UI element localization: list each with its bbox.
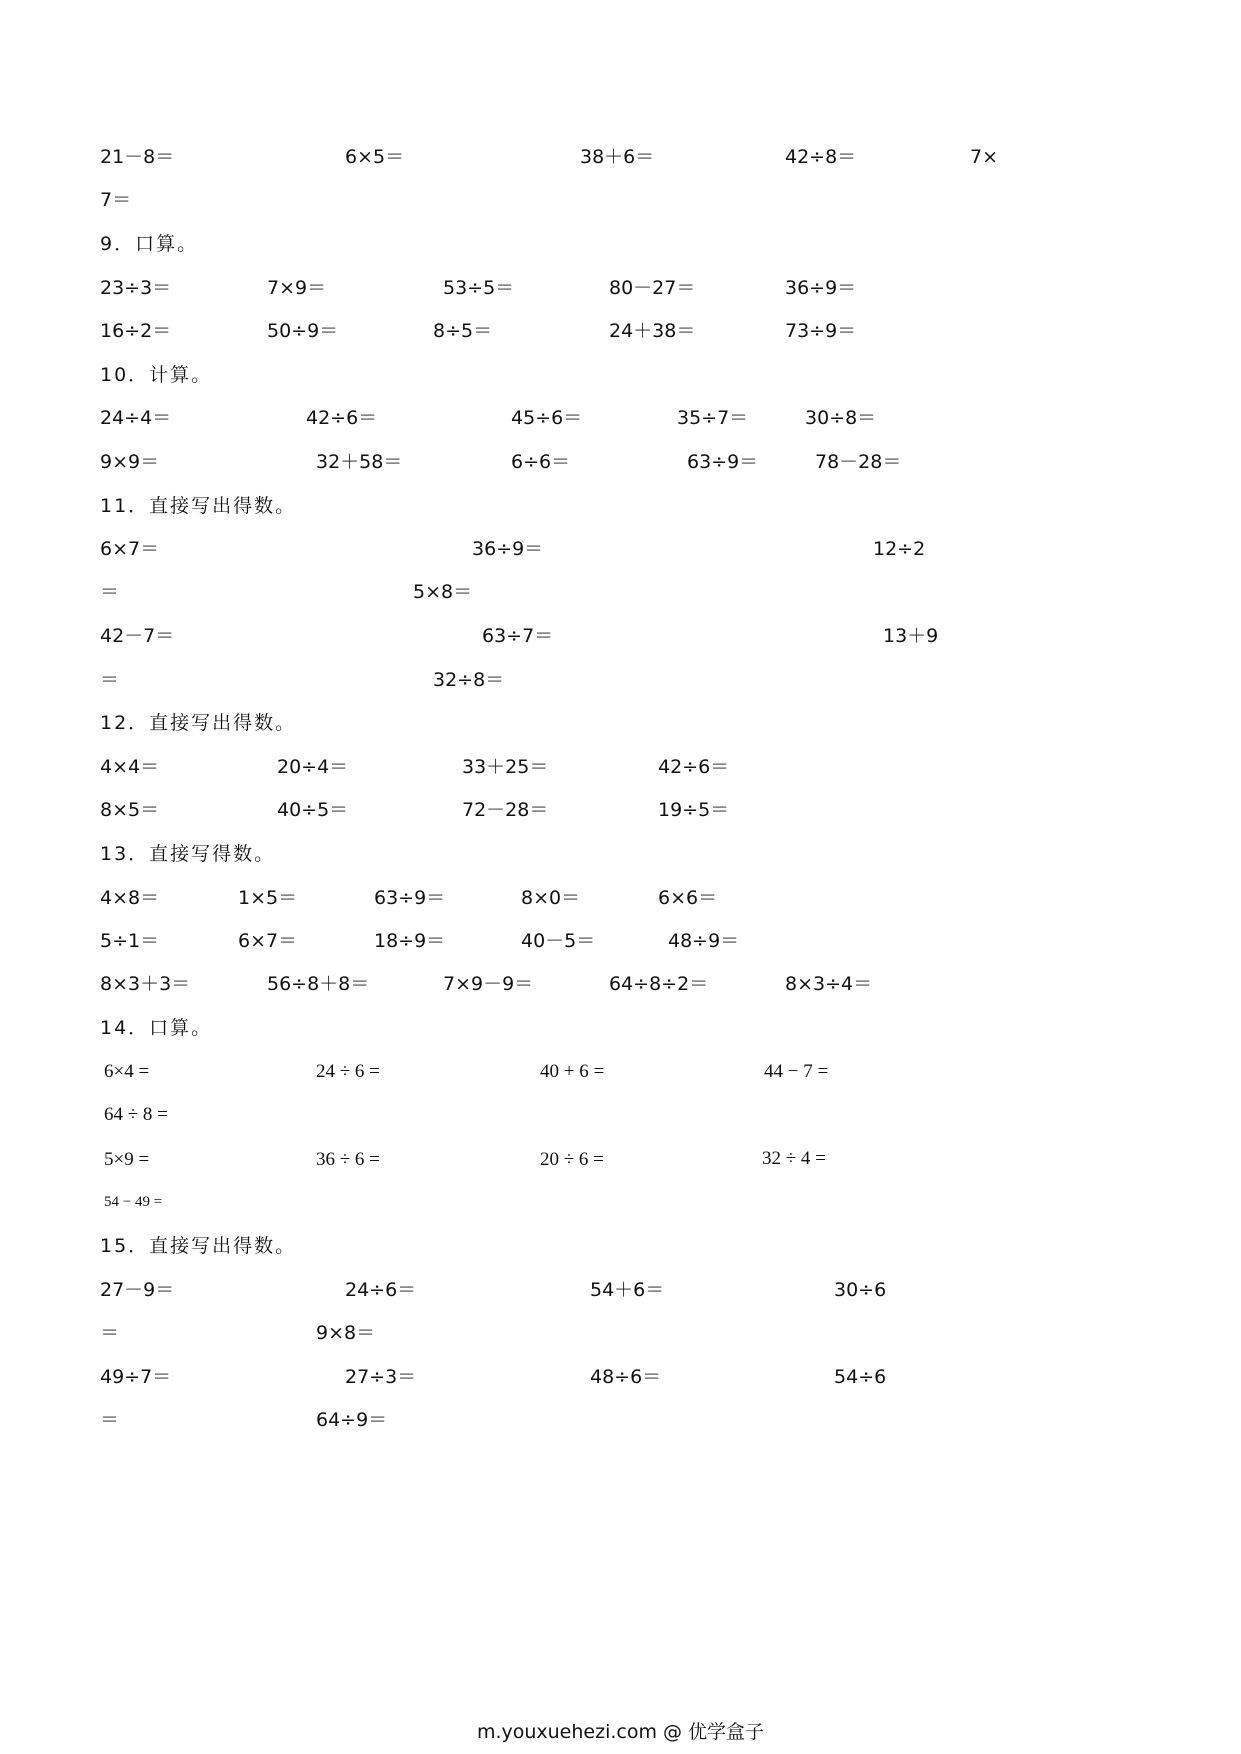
expr: 45÷6＝ — [511, 407, 583, 429]
expr: 35÷7＝ — [677, 407, 749, 429]
expr: 9×9＝ — [100, 451, 160, 473]
expr: 36 ÷ 6 = — [316, 1149, 380, 1170]
question-heading: 11．直接写出得数。 — [100, 495, 297, 517]
expr: 49÷7＝ — [100, 1366, 172, 1388]
expr: 24 ÷ 6 = — [316, 1061, 380, 1082]
expr: 64÷9＝ — [316, 1409, 388, 1431]
expr: 20 ÷ 6 = — [540, 1149, 604, 1170]
expr: 7× — [970, 146, 999, 168]
expr: 63÷7＝ — [482, 625, 554, 647]
expr: 36÷9＝ — [472, 538, 544, 560]
expr: 8÷5＝ — [433, 320, 493, 342]
expr: 6×4 = — [104, 1061, 150, 1082]
expr: ＝ — [100, 1409, 120, 1431]
expr: 36÷9＝ — [785, 277, 857, 299]
expr: 40－5＝ — [521, 930, 596, 952]
expr: 44 − 7 = — [764, 1061, 829, 1082]
expr: 6÷6＝ — [511, 451, 571, 473]
expr: 30÷8＝ — [805, 407, 877, 429]
expr: 72－28＝ — [462, 799, 549, 821]
expr: 42÷6＝ — [658, 756, 730, 778]
expr: 42÷8＝ — [785, 146, 857, 168]
expr: ＝ — [100, 1322, 120, 1344]
expr: 50÷9＝ — [267, 320, 339, 342]
question-heading: 14．口算。 — [100, 1017, 213, 1039]
expr: 24÷4＝ — [100, 407, 172, 429]
expr: 32 ÷ 4 = — [762, 1148, 826, 1169]
expr: 6×7＝ — [238, 930, 298, 952]
expr: 54÷6 — [834, 1366, 887, 1388]
expr: 63÷9＝ — [687, 451, 759, 473]
expr: ＝ — [100, 581, 120, 603]
expr: 8×3＋3＝ — [100, 973, 191, 995]
expr: 33＋25＝ — [462, 756, 549, 778]
expr: 21－8＝ — [100, 146, 175, 168]
question-heading: 10．计算。 — [100, 364, 213, 386]
footer-watermark: m.youxuehezi.com @ 优学盒子 — [476, 1721, 765, 1743]
expr: 53÷5＝ — [443, 277, 515, 299]
expr: 54 − 49 = — [104, 1194, 163, 1210]
expr: 7×9－9＝ — [443, 973, 534, 995]
expr: 4×4＝ — [100, 756, 160, 778]
expr: 40 + 6 = — [540, 1061, 605, 1082]
expr: 4×8＝ — [100, 887, 160, 909]
expr: 48÷9＝ — [668, 930, 740, 952]
expr: 32÷8＝ — [433, 669, 505, 691]
expr: 5×9 = — [104, 1149, 150, 1170]
expr: 73÷9＝ — [785, 320, 857, 342]
expr: 19÷5＝ — [658, 799, 730, 821]
expr: 16÷2＝ — [100, 320, 172, 342]
expr: 6×5＝ — [345, 146, 405, 168]
expr: ＝ — [100, 669, 120, 691]
expr: 7×9＝ — [267, 277, 327, 299]
expr: 42－7＝ — [100, 625, 175, 647]
question-heading: 9．口算。 — [100, 233, 199, 255]
expr: 42÷6＝ — [306, 407, 378, 429]
expr: 8×3÷4＝ — [785, 973, 873, 995]
expr: 12÷2 — [873, 538, 926, 560]
expr: 64 ÷ 8 = — [104, 1104, 168, 1125]
expr: 24＋38＝ — [609, 320, 696, 342]
expr: 54＋6＝ — [590, 1279, 665, 1301]
expr: 8×5＝ — [100, 799, 160, 821]
expr: 48÷6＝ — [590, 1366, 662, 1388]
expr: 5×8＝ — [413, 581, 473, 603]
expr: 38＋6＝ — [580, 146, 655, 168]
expr: 24÷6＝ — [345, 1279, 417, 1301]
expr: 6×6＝ — [658, 887, 718, 909]
question-heading: 13．直接写得数。 — [100, 843, 276, 865]
expr: 56÷8＋8＝ — [267, 973, 370, 995]
expr: 1×5＝ — [238, 887, 298, 909]
expr: 40÷5＝ — [277, 799, 349, 821]
expr: 27÷3＝ — [345, 1366, 417, 1388]
expr: 6×7＝ — [100, 538, 160, 560]
expr: 18÷9＝ — [374, 930, 446, 952]
expr: 30÷6 — [834, 1279, 887, 1301]
expr: 8×0＝ — [521, 887, 581, 909]
expr: 63÷9＝ — [374, 887, 446, 909]
expr: 7＝ — [100, 189, 132, 211]
expr: 20÷4＝ — [277, 756, 349, 778]
question-heading: 15．直接写出得数。 — [100, 1235, 297, 1257]
expr: 27－9＝ — [100, 1279, 175, 1301]
expr: 32＋58＝ — [316, 451, 403, 473]
expr: 78－28＝ — [815, 451, 902, 473]
expr: 5÷1＝ — [100, 930, 160, 952]
question-heading: 12．直接写出得数。 — [100, 712, 297, 734]
expr: 23÷3＝ — [100, 277, 172, 299]
expr: 13＋9 — [883, 625, 939, 647]
expr: 80－27＝ — [609, 277, 696, 299]
expr: 9×8＝ — [316, 1322, 376, 1344]
expr: 64÷8÷2＝ — [609, 973, 709, 995]
